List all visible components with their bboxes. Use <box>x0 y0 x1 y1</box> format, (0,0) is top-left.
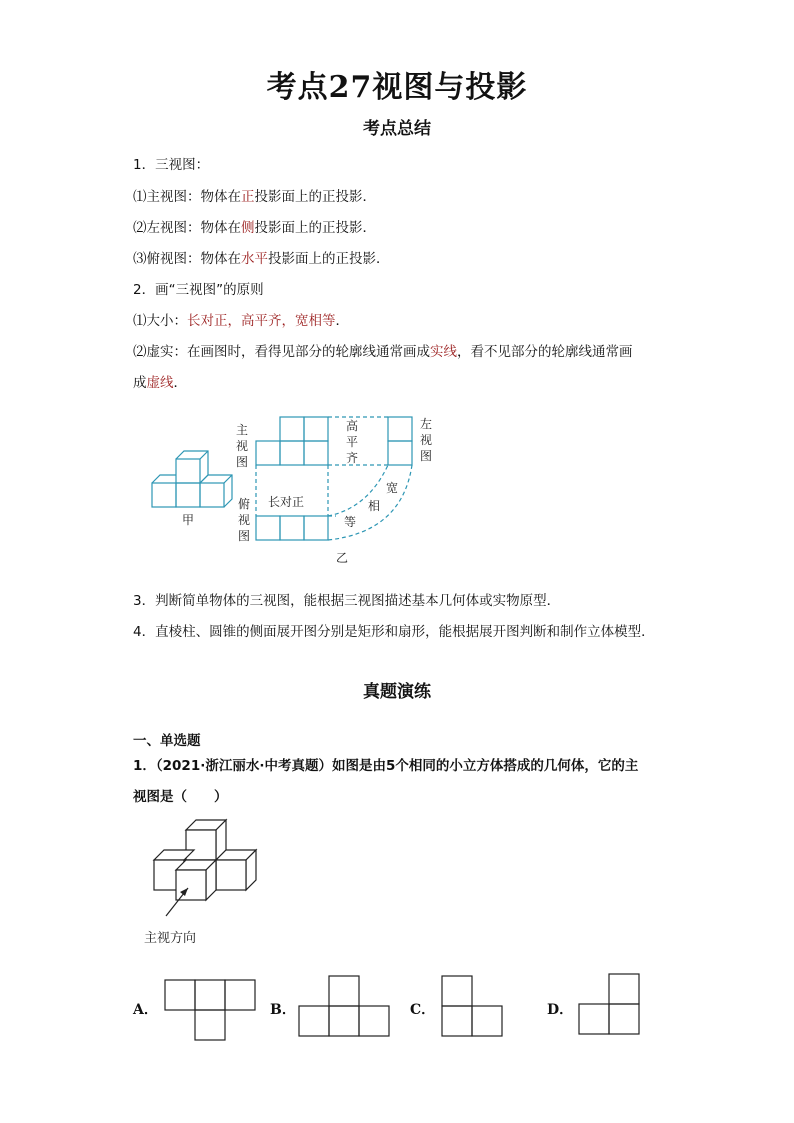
label-front-1: 主 <box>236 423 249 437</box>
cube-figure <box>140 818 270 948</box>
summary-line-3: ⑵左视图：物体在侧投影面上的正投影． <box>133 220 376 236</box>
label-chang: 长对正 <box>268 495 305 509</box>
label-jia: 甲 <box>182 513 195 527</box>
label-gao-3: 齐 <box>346 451 359 465</box>
option-d-figure[interactable] <box>577 972 643 1038</box>
summary-line-5: 2．画“三视图”的原则 <box>133 282 264 298</box>
label-kuan-3: 等 <box>344 515 357 529</box>
summary-line-6: ⑴大小：长对正，高平齐，宽相等． <box>133 313 349 329</box>
summary-line-10: 4．直棱柱、圆锥的侧面展开图分别是矩形和扇形，能根据展开图判断和制作立体模型． <box>133 624 655 640</box>
label-left-1: 左 <box>420 417 433 431</box>
practice-heading: 真题演练 <box>363 682 431 702</box>
summary-line-8: 成虚线． <box>133 375 187 391</box>
summary-line-9: 3．判断简单物体的三视图，能根据三视图描述基本几何体或实物原型． <box>133 593 561 609</box>
label-left-2: 视 <box>420 433 433 447</box>
label-gao-2: 平 <box>346 435 359 449</box>
label-front-3: 图 <box>236 455 249 469</box>
summary-line-2: ⑴主视图：物体在正投影面上的正投影． <box>133 189 376 205</box>
label-left-3: 图 <box>420 449 433 463</box>
top-view <box>256 516 328 540</box>
summary-heading: 考点总结 <box>363 119 431 139</box>
question-1-line-2: 视图是（ ） <box>133 789 228 805</box>
label-top-1: 俯 <box>238 497 251 511</box>
arrow-label: 主视方向 <box>144 931 197 946</box>
summary-line-4: ⑶俯视图：物体在水平投影面上的正投影． <box>133 251 390 267</box>
option-a-label[interactable]: A． <box>133 1002 158 1018</box>
label-top-3: 图 <box>238 529 251 543</box>
option-a-figure[interactable] <box>163 978 263 1044</box>
summary-line-7: ⑵虚实：在画图时，看得见部分的轮廓线通常画成实线，看不见部分的轮廓线通常画 <box>133 344 633 360</box>
option-c-label[interactable]: C． <box>410 1002 436 1018</box>
front-view <box>256 417 328 465</box>
three-views-figure <box>140 408 460 570</box>
option-b-label[interactable]: B． <box>270 1002 296 1018</box>
label-top-2: 视 <box>238 513 251 527</box>
question-1-line-1: 1．（2021·浙江丽水·中考真题）如图是由5个相同的小立方体搭成的几何体，它的主 <box>133 758 639 774</box>
label-yi: 乙 <box>336 551 349 565</box>
option-b-figure[interactable] <box>297 974 393 1040</box>
question-type: 一、单选题 <box>133 733 201 749</box>
label-kuan-1: 宽 <box>386 481 399 495</box>
label-front-2: 视 <box>236 439 249 453</box>
left-view <box>388 417 412 465</box>
option-d-label[interactable]: D． <box>547 1002 574 1018</box>
page-title: 考点27视图与投影 <box>266 70 528 105</box>
option-c-figure[interactable] <box>440 974 506 1040</box>
summary-line-1: 1．三视图： <box>133 157 210 173</box>
block-figure-jia <box>152 451 232 507</box>
label-gao-1: 高 <box>346 419 359 433</box>
label-kuan-2: 相 <box>368 499 381 513</box>
